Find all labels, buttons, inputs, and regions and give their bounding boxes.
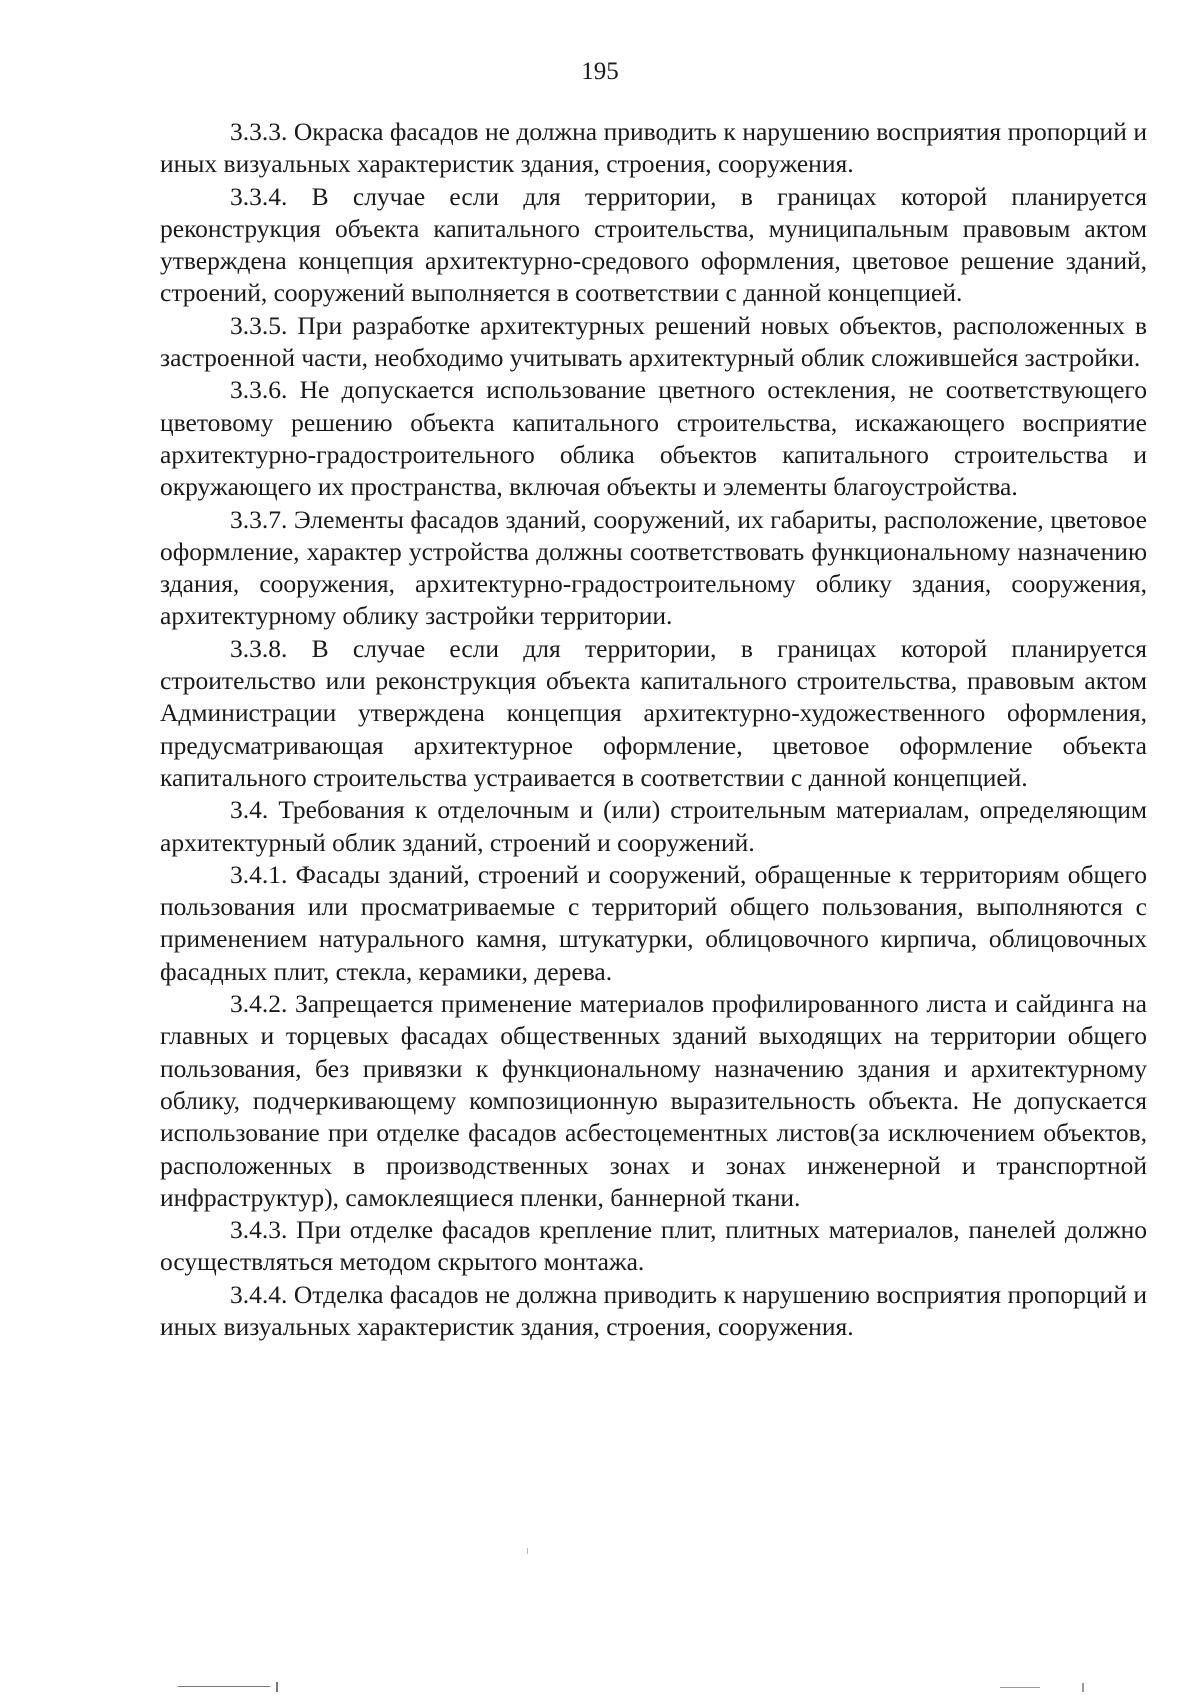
scan-artifact-right-tick <box>1082 1683 1084 1692</box>
paragraph-3-4-1: 3.4.1. Фасады зданий, строений и сооружений, обращенные к территориям общего пользования или просматриваемые с территорий общего пользования, выполняются с применением натурального камня, штукатурки, облицовочного кирпича, облицовочных фасадных плит, стекла, керамики, дерева. <box>160 859 1147 986</box>
scan-artifact-right <box>1000 1687 1040 1688</box>
paragraph-3-3-4: 3.3.4. В случае если для территории, в границах которой планируется реконструкция объекта капитального строительства, муниципальным правовым актом утверждена концепция архитектурно-средового оформления, цветовое решение зданий, строений, сооружений выполняется в соответствии с данной концепцией. <box>160 181 1147 308</box>
paragraph-3-3-3: 3.3.3. Окраска фасадов не должна приводить к нарушению восприятия пропорций и иных визуальных характеристик здания, строения, сооружения. <box>160 117 1147 179</box>
paragraph-3-3-6: 3.3.6. Не допускается использование цветного остекления, не соответствующего цветовому решению объекта капитального строительства, искажающего восприятие архитектурно-градостроительного облика объектов капитального строительства и окружающего их пространства, включая объекты и элементы благоустройства. <box>160 375 1147 502</box>
scan-artifact-left <box>178 1686 270 1687</box>
paragraph-3-4-2: 3.4.2. Запрещается применение материалов профилированного листа и сайдинга на главных и торцевых фасадах общественных зданий выходящих на территории общего пользования, без привязки к функциональному назначению здания и архитектурному облику, подчеркивающему композиционную выразительность объекта. Не допускается использование при отделке фасадов асбестоцементных листов(за исключением объектов, расположенных в производственных зонах и зонах инженерной и транспортной инфраструктур), самоклеящиеся пленки, баннерной ткани. <box>160 989 1147 1212</box>
page-number: 195 <box>581 58 619 85</box>
paragraph-3-3-8: 3.3.8. В случае если для территории, в границах которой планируется строительство или реконструкция объекта капитального строительства, правовым актом Администрации утверждена концепция архитектурно-художественного оформления, предусматривающая архитектурное оформление, цветовое оформление объекта капитального строительства устраивается в соответствии с данной концепцией. <box>160 633 1147 792</box>
scan-artifact-tick <box>276 1682 278 1692</box>
paragraph-3-3-5: 3.3.5. При разработке архитектурных решений новых объектов, расположенных в застроенной части, необходимо учитывать архитектурный облик сложившейся застройки. <box>160 310 1147 373</box>
scan-artifact-center <box>527 1548 528 1554</box>
paragraph-3-4-3: 3.4.3. При отделке фасадов крепление плит, плитных материалов, панелей должно осуществляться методом скрытого монтажа. <box>160 1215 1147 1277</box>
document-body <box>160 116 1147 1343</box>
paragraph-3-4: 3.4. Требования к отделочным и (или) строительным материалам, определяющим архитектурный облик зданий, строений и сооружений. <box>160 795 1147 857</box>
paragraph-3-4-4: 3.4.4. Отделка фасадов не должна приводить к нарушению восприятия пропорций и иных визуальных характеристик здания, строения, сооружения. <box>160 1279 1147 1341</box>
paragraph-3-3-7: 3.3.7. Элементы фасадов зданий, сооружений, их габариты, расположение, цветовое оформление, характер устройства должны соответствовать функциональному назначению здания, сооружения, архитектурно-градостроительному облику здания, сооружения, архитектурному облику застройки территории. <box>160 504 1147 631</box>
